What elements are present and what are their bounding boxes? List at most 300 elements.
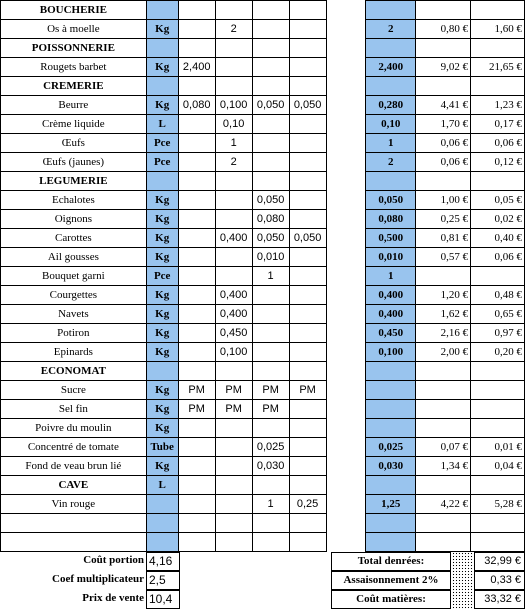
unit-price-cell [416, 533, 471, 552]
total-qty-cell: 0,050 [366, 191, 416, 210]
total-qty-cell [366, 172, 416, 191]
quantity-cell [215, 457, 252, 476]
quantity-cell: 0,050 [252, 191, 289, 210]
assaisonnement-label: Assaisonnement 2% [331, 571, 451, 590]
total-denrees-value: 32,99 € [474, 552, 525, 571]
total-qty-cell [366, 514, 416, 533]
section-row [1, 77, 525, 96]
line-total-cell: 0,01 € [471, 438, 525, 457]
quantity-cell [252, 305, 289, 324]
unit-price-cell [416, 39, 471, 58]
quantity-cell [289, 476, 326, 495]
spacer-cell [326, 77, 366, 96]
quantity-cell [252, 476, 289, 495]
unit-cell: Kg [146, 20, 178, 39]
quantity-cell: 0,450 [215, 324, 252, 343]
quantity-cell [215, 210, 252, 229]
unit-cell: Pce [146, 267, 178, 286]
unit-price-cell [416, 77, 471, 96]
total-qty-cell [366, 419, 416, 438]
unit-price-cell: 0,06 € [416, 153, 471, 172]
coef-label: Coef multiplicateur [52, 573, 144, 585]
quantity-cell: 0,010 [252, 248, 289, 267]
spacer-cell [326, 96, 366, 115]
total-qty-cell [366, 362, 416, 381]
quantity-cell [252, 514, 289, 533]
quantity-cell [289, 438, 326, 457]
cout-matieres-label: Coût matières: [331, 590, 451, 609]
spacer-cell [326, 305, 366, 324]
unit-price-cell: 0,80 € [416, 20, 471, 39]
line-total-cell: 0,02 € [471, 210, 525, 229]
unit-cell [146, 495, 178, 514]
unit-price-cell: 1,34 € [416, 457, 471, 476]
quantity-cell [252, 419, 289, 438]
section-title: CAVE [1, 476, 147, 495]
unit-cell [146, 362, 178, 381]
ingredient-row [1, 267, 525, 286]
total-qty-cell [366, 400, 416, 419]
quantity-cell [289, 286, 326, 305]
quantity-cell [289, 324, 326, 343]
spacer-cell [326, 362, 366, 381]
ingredient-name: Œufs [1, 134, 147, 153]
quantity-cell [252, 77, 289, 96]
ingredient-name: Epinards [1, 343, 147, 362]
unit-cell: Kg [146, 305, 178, 324]
unit-price-cell: 9,02 € [416, 58, 471, 77]
line-total-cell: 0,06 € [471, 248, 525, 267]
prix-vente-value: 10,4 [146, 590, 180, 609]
total-denrees-label: Total denrées: [331, 552, 451, 571]
unit-cell: Kg [146, 210, 178, 229]
quantity-cell: 0,25 [289, 495, 326, 514]
line-total-cell: 0,40 € [471, 229, 525, 248]
line-total-cell [471, 419, 525, 438]
unit-price-cell: 1,70 € [416, 115, 471, 134]
line-total-cell [471, 476, 525, 495]
ingredient-name: Poivre du moulin [1, 419, 147, 438]
dotted-fill [452, 552, 473, 609]
section-row [1, 1, 525, 20]
quantity-cell [178, 172, 215, 191]
quantity-cell [215, 39, 252, 58]
quantity-cell [178, 191, 215, 210]
unit-cell [146, 1, 178, 20]
quantity-cell [178, 134, 215, 153]
assaisonnement-value: 0,33 € [474, 571, 525, 590]
ingredient-name: Beurre [1, 96, 147, 115]
total-qty-cell: 0,080 [366, 210, 416, 229]
line-total-cell [471, 1, 525, 20]
line-total-cell [471, 172, 525, 191]
ingredient-name [1, 533, 147, 552]
ingredient-name: Ail gousses [1, 248, 147, 267]
ingredient-row [1, 533, 525, 552]
unit-price-cell [416, 381, 471, 400]
unit-price-cell: 4,41 € [416, 96, 471, 115]
ingredient-row [1, 96, 525, 115]
line-total-cell [471, 267, 525, 286]
spacer-cell [326, 476, 366, 495]
ingredient-name: Potiron [1, 324, 147, 343]
quantity-cell [178, 343, 215, 362]
spacer-cell [326, 400, 366, 419]
spacer-cell [326, 343, 366, 362]
section-title: ECONOMAT [1, 362, 147, 381]
ingredient-row [1, 495, 525, 514]
ingredient-name: Bouquet garni [1, 267, 147, 286]
ingredient-row [1, 381, 525, 400]
ingredient-row [1, 229, 525, 248]
quantity-cell [289, 400, 326, 419]
section-row [1, 172, 525, 191]
section-row [1, 476, 525, 495]
unit-cell: Kg [146, 191, 178, 210]
ingredient-row [1, 210, 525, 229]
quantity-cell [215, 172, 252, 191]
quantity-cell [215, 77, 252, 96]
quantity-cell [178, 438, 215, 457]
ingredient-row [1, 20, 525, 39]
quantity-cell [178, 324, 215, 343]
total-qty-cell: 1 [366, 134, 416, 153]
unit-price-cell [416, 400, 471, 419]
quantity-cell: PM [178, 400, 215, 419]
unit-price-cell: 1,20 € [416, 286, 471, 305]
quantity-cell [289, 191, 326, 210]
quantity-cell [252, 286, 289, 305]
prix-vente-label: Prix de vente [82, 592, 144, 604]
quantity-cell [289, 305, 326, 324]
unit-price-cell [416, 267, 471, 286]
total-qty-cell: 2 [366, 20, 416, 39]
spacer-cell [326, 438, 366, 457]
quantity-cell [289, 115, 326, 134]
quantity-cell [178, 362, 215, 381]
quantity-cell [252, 134, 289, 153]
quantity-cell [289, 248, 326, 267]
unit-cell: Kg [146, 400, 178, 419]
quantity-cell [289, 533, 326, 552]
ingredient-name: Sucre [1, 381, 147, 400]
unit-price-cell [416, 362, 471, 381]
spacer-cell [326, 514, 366, 533]
spacer-cell [326, 1, 366, 20]
line-total-cell: 0,05 € [471, 191, 525, 210]
unit-price-cell: 0,07 € [416, 438, 471, 457]
section-title: LEGUMERIE [1, 172, 147, 191]
quantity-cell [215, 438, 252, 457]
cout-portion-value: 4,16 [146, 552, 180, 571]
quantity-cell [178, 39, 215, 58]
ingredient-name: Œufs (jaunes) [1, 153, 147, 172]
quantity-cell [178, 419, 215, 438]
cout-portion-label: Coût portion [83, 554, 144, 566]
quantity-cell: PM [289, 381, 326, 400]
unit-cell [146, 533, 178, 552]
spacer-cell [326, 229, 366, 248]
quantity-cell [215, 362, 252, 381]
unit-cell: Kg [146, 58, 178, 77]
quantity-cell: 0,050 [252, 96, 289, 115]
unit-price-cell: 0,57 € [416, 248, 471, 267]
quantity-cell [178, 229, 215, 248]
unit-cell: Kg [146, 419, 178, 438]
unit-cell: Pce [146, 134, 178, 153]
quantity-cell [178, 286, 215, 305]
ingredient-name: Echalotes [1, 191, 147, 210]
quantity-cell: 0,400 [215, 229, 252, 248]
quantity-cell: PM [215, 381, 252, 400]
unit-price-cell [416, 514, 471, 533]
quantity-cell [252, 20, 289, 39]
quantity-cell [178, 77, 215, 96]
line-total-cell: 0,17 € [471, 115, 525, 134]
total-qty-cell: 0,010 [366, 248, 416, 267]
quantity-cell [178, 495, 215, 514]
line-total-cell: 1,23 € [471, 96, 525, 115]
ingredient-row [1, 324, 525, 343]
quantity-cell [289, 362, 326, 381]
line-total-cell [471, 400, 525, 419]
unit-cell: Pce [146, 153, 178, 172]
quantity-cell: 0,10 [215, 115, 252, 134]
quantity-cell [215, 419, 252, 438]
quantity-cell [252, 533, 289, 552]
ingredient-row [1, 457, 525, 476]
unit-cell [146, 172, 178, 191]
quantity-cell [252, 1, 289, 20]
ingredient-row [1, 134, 525, 153]
quantity-cell [289, 172, 326, 191]
ingredient-row [1, 305, 525, 324]
quantity-cell [289, 419, 326, 438]
total-qty-cell: 1 [366, 267, 416, 286]
ingredient-row [1, 58, 525, 77]
quantity-cell [178, 476, 215, 495]
unit-price-cell [416, 419, 471, 438]
line-total-cell [471, 39, 525, 58]
quantity-cell [289, 1, 326, 20]
spacer-cell [326, 191, 366, 210]
ingredients-body [1, 1, 525, 552]
ingredient-row [1, 153, 525, 172]
quantity-cell [289, 39, 326, 58]
line-total-cell [471, 381, 525, 400]
total-qty-cell: 1,25 [366, 495, 416, 514]
ingredient-row [1, 343, 525, 362]
section-title: POISSONNERIE [1, 39, 147, 58]
quantity-cell [252, 153, 289, 172]
unit-cell: L [146, 476, 178, 495]
total-qty-cell: 0,100 [366, 343, 416, 362]
quantity-cell [289, 457, 326, 476]
spacer-cell [326, 172, 366, 191]
quantity-cell: 1 [215, 134, 252, 153]
spacer-cell [326, 210, 366, 229]
quantity-cell [215, 248, 252, 267]
spacer-cell [326, 20, 366, 39]
ingredient-row [1, 248, 525, 267]
cout-matieres-value: 33,32 € [474, 590, 525, 609]
quantity-cell: 0,050 [289, 229, 326, 248]
line-total-cell [471, 533, 525, 552]
unit-price-cell: 4,22 € [416, 495, 471, 514]
unit-price-cell: 2,00 € [416, 343, 471, 362]
quantity-cell: PM [252, 381, 289, 400]
line-total-cell: 0,97 € [471, 324, 525, 343]
unit-cell: Tube [146, 438, 178, 457]
quantity-cell [252, 115, 289, 134]
unit-cell: Kg [146, 343, 178, 362]
quantity-cell [178, 305, 215, 324]
quantity-cell: 0,100 [215, 343, 252, 362]
line-total-cell: 0,20 € [471, 343, 525, 362]
spacer-cell [326, 39, 366, 58]
quantity-cell: 0,400 [215, 286, 252, 305]
line-total-cell [471, 77, 525, 96]
quantity-cell: 0,080 [178, 96, 215, 115]
ingredient-name: Courgettes [1, 286, 147, 305]
ingredient-row [1, 286, 525, 305]
line-total-cell: 0,65 € [471, 305, 525, 324]
quantity-cell: 0,100 [215, 96, 252, 115]
quantity-cell [215, 495, 252, 514]
unit-cell: Kg [146, 229, 178, 248]
total-qty-cell [366, 77, 416, 96]
quantity-cell [289, 134, 326, 153]
unit-cell: Kg [146, 457, 178, 476]
quantity-cell [178, 20, 215, 39]
spacer-cell [326, 286, 366, 305]
ingredient-name: Carottes [1, 229, 147, 248]
unit-cell [146, 39, 178, 58]
total-qty-cell: 0,500 [366, 229, 416, 248]
section-title: BOUCHERIE [1, 1, 147, 20]
quantity-cell [178, 115, 215, 134]
quantity-cell: PM [178, 381, 215, 400]
quantity-cell [178, 457, 215, 476]
unit-cell: Kg [146, 248, 178, 267]
ingredient-row [1, 191, 525, 210]
line-total-cell [471, 514, 525, 533]
quantity-cell [289, 514, 326, 533]
spacer-cell [326, 457, 366, 476]
quantity-cell [289, 58, 326, 77]
quantity-cell [178, 514, 215, 533]
unit-cell: Kg [146, 381, 178, 400]
quantity-cell [215, 1, 252, 20]
quantity-cell: PM [215, 400, 252, 419]
total-qty-cell: 0,030 [366, 457, 416, 476]
ingredient-name: Fond de veau brun lié [1, 457, 147, 476]
total-qty-cell: 2,400 [366, 58, 416, 77]
unit-cell: L [146, 115, 178, 134]
ingredient-row [1, 400, 525, 419]
quantity-cell [252, 172, 289, 191]
ingredient-row [1, 514, 525, 533]
total-qty-cell [366, 381, 416, 400]
unit-price-cell [416, 1, 471, 20]
ingredient-name: Rougets barbet [1, 58, 147, 77]
quantity-cell [289, 77, 326, 96]
quantity-cell: 1 [252, 267, 289, 286]
quantity-cell [289, 267, 326, 286]
total-qty-cell: 0,10 [366, 115, 416, 134]
total-qty-cell [366, 533, 416, 552]
quantity-cell [252, 39, 289, 58]
total-qty-cell [366, 1, 416, 20]
ingredient-name: Oignons [1, 210, 147, 229]
ingredient-row [1, 115, 525, 134]
unit-price-cell [416, 476, 471, 495]
spacer-cell [326, 381, 366, 400]
spacer-cell [326, 533, 366, 552]
unit-price-cell: 2,16 € [416, 324, 471, 343]
quantity-cell [215, 476, 252, 495]
section-row [1, 39, 525, 58]
spacer-cell [326, 58, 366, 77]
quantity-cell [252, 324, 289, 343]
quantity-cell [252, 58, 289, 77]
spacer-cell [326, 248, 366, 267]
total-qty-cell: 0,025 [366, 438, 416, 457]
quantity-cell: 1 [252, 495, 289, 514]
ingredient-row [1, 419, 525, 438]
quantity-cell [178, 248, 215, 267]
line-total-cell: 0,06 € [471, 134, 525, 153]
spacer-cell [326, 324, 366, 343]
section-title: CREMERIE [1, 77, 147, 96]
line-total-cell: 0,48 € [471, 286, 525, 305]
quantity-cell [289, 153, 326, 172]
quantity-cell: 2 [215, 20, 252, 39]
quantity-cell [178, 153, 215, 172]
quantity-cell [289, 210, 326, 229]
ingredient-name: Navets [1, 305, 147, 324]
spacer-cell [326, 267, 366, 286]
quantity-cell [289, 20, 326, 39]
spacer-cell [326, 134, 366, 153]
quantity-cell: 0,050 [289, 96, 326, 115]
quantity-cell [178, 533, 215, 552]
quantity-cell: 0,050 [252, 229, 289, 248]
quantity-cell: 2,400 [178, 58, 215, 77]
total-qty-cell: 0,280 [366, 96, 416, 115]
quantity-cell: 0,400 [215, 305, 252, 324]
quantity-cell [215, 533, 252, 552]
ingredient-row [1, 438, 525, 457]
quantity-cell [252, 343, 289, 362]
quantity-cell [215, 191, 252, 210]
total-qty-cell: 0,400 [366, 286, 416, 305]
line-total-cell: 21,65 € [471, 58, 525, 77]
ingredient-name: Sel fin [1, 400, 147, 419]
ingredient-name: Vin rouge [1, 495, 147, 514]
quantity-cell: 0,025 [252, 438, 289, 457]
unit-price-cell: 0,06 € [416, 134, 471, 153]
total-qty-cell [366, 476, 416, 495]
quantity-cell [215, 58, 252, 77]
line-total-cell: 0,12 € [471, 153, 525, 172]
total-qty-cell [366, 39, 416, 58]
quantity-cell: 0,030 [252, 457, 289, 476]
cost-summary [0, 550, 525, 608]
quantity-cell [215, 267, 252, 286]
quantity-cell: 2 [215, 153, 252, 172]
ingredient-name: Os à moelle [1, 20, 147, 39]
